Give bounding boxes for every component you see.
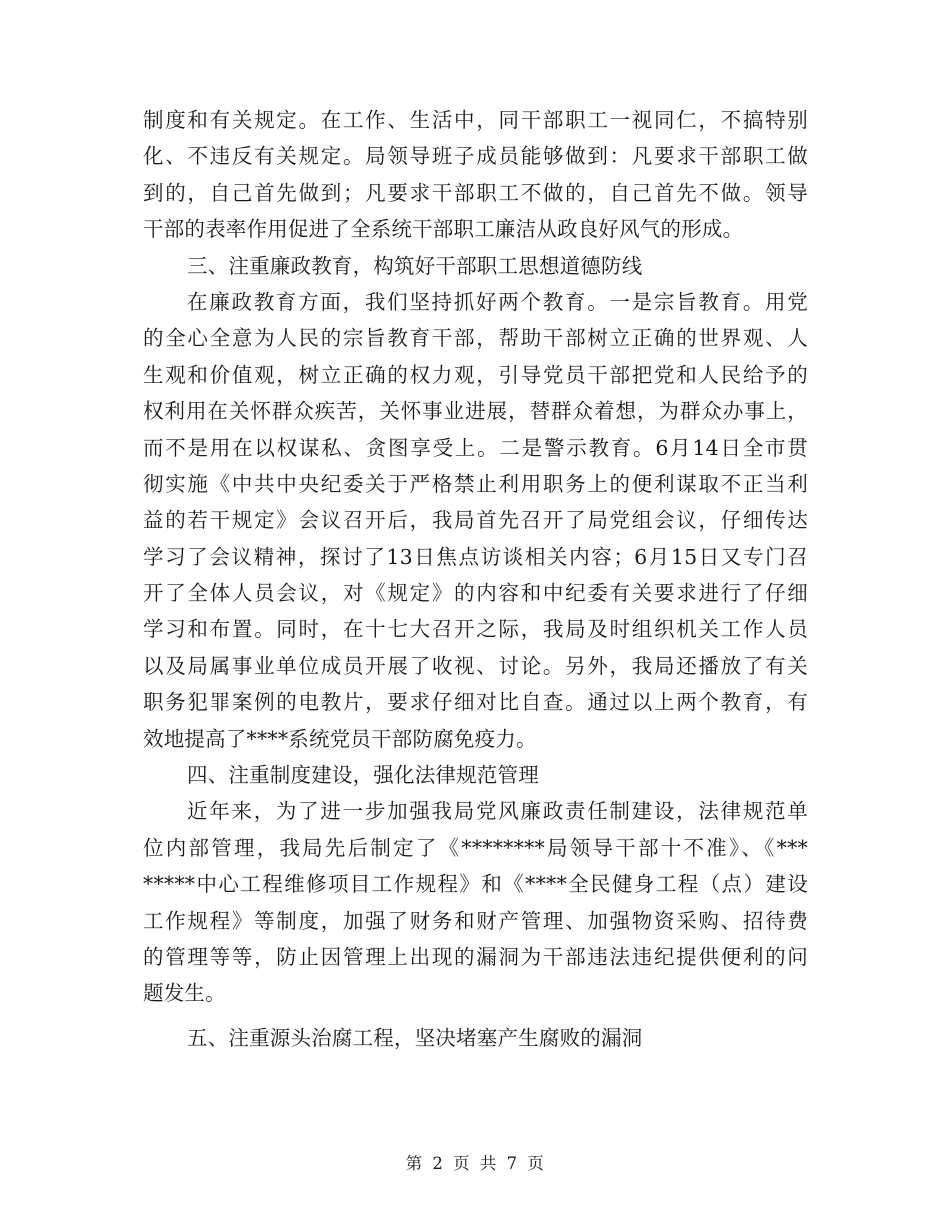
document-body <box>143 102 808 1056</box>
text-line: 职务犯罪案例的电教片，要求仔细对比自查。通过以上两个教育，有 <box>143 690 808 715</box>
text-line: 生观和价值观，树立正确的权力观，引导党员干部把党和人民给予的 <box>143 362 808 387</box>
paragraph-gap <box>143 1012 808 1020</box>
paragraph-first-line: 在廉政教育方面，我们坚持抓好两个教育。一是宗旨教育。用党 <box>187 289 808 314</box>
text-line: 的全心全意为人民的宗旨教育干部，帮助干部树立正确的世界观、人 <box>143 326 808 351</box>
text-line: 位内部管理，我局先后制定了《********局领导干部十不准》、《*** <box>143 835 808 860</box>
text-line: 化、不违反有关规定。局领导班子成员能够做到：凡要求干部职工做 <box>143 144 808 169</box>
text-line: 以及局属事业单位成员开展了收视、讨论。另外，我局还播放了有关 <box>143 653 808 678</box>
text-line: 学习和布置。同时，在十七大召开之际，我局及时组织机关工作人员 <box>143 617 808 642</box>
text-line: 干部的表率作用促进了全系统干部职工廉洁从政良好风气的形成。 <box>143 217 744 242</box>
text-line: 题发生。 <box>143 981 226 1006</box>
text-line: 工作规程》等制度，加强了财务和财产管理、加强物资采购、招待费 <box>143 908 808 933</box>
text-line: 而不是用在以权谋私、贪图享受上。二是警示教育。6月14日全市贯 <box>143 435 808 460</box>
text-line: 效地提高了****系统党员干部防腐免疫力。 <box>143 726 537 751</box>
page-number-footer: 第 2 页 共 7 页 <box>405 1154 545 1173</box>
text-line: 制度和有关规定。在工作、生活中，同干部职工一视同仁，不搞特别 <box>143 108 808 132</box>
text-line: *****中心工程维修项目工作规程》和《****全民健身工程（点）建设 <box>143 872 808 897</box>
paragraph-first-line: 近年来，为了进一步加强我局党风廉政责任制建设，法律规范单 <box>187 799 808 824</box>
text-line: 学习了会议精神，探讨了13日焦点访谈相关内容；6月15日又专门召 <box>143 544 808 569</box>
section-heading: 三、注重廉政教育，构筑好干部职工思想道德防线 <box>187 253 643 278</box>
text-line: 益的若干规定》会议召开后，我局首先召开了局党组会议，仔细传达 <box>143 508 808 533</box>
text-line: 权利用在关怀群众疾苦，关怀事业进展，替群众着想，为群众办事上， <box>143 399 808 424</box>
text-line: 彻实施《中共中央纪委关于严格禁止利用职务上的便利谋取不正当利 <box>143 471 808 496</box>
text-line: 的管理等等，防止因管理上出现的漏洞为干部违法违纪提供便利的问 <box>143 944 808 969</box>
text-line: 到的，自己首先做到；凡要求干部职工不做的，自己首先不做。领导 <box>143 180 808 205</box>
text-line: 开了全体人员会议，对《规定》的内容和中纪委有关要求进行了仔细 <box>143 581 808 606</box>
section-heading: 四、注重制度建设，强化法律规范管理 <box>187 763 539 788</box>
section-heading: 五、注重源头治腐工程，坚决堵塞产生腐败的漏洞 <box>187 1025 643 1050</box>
